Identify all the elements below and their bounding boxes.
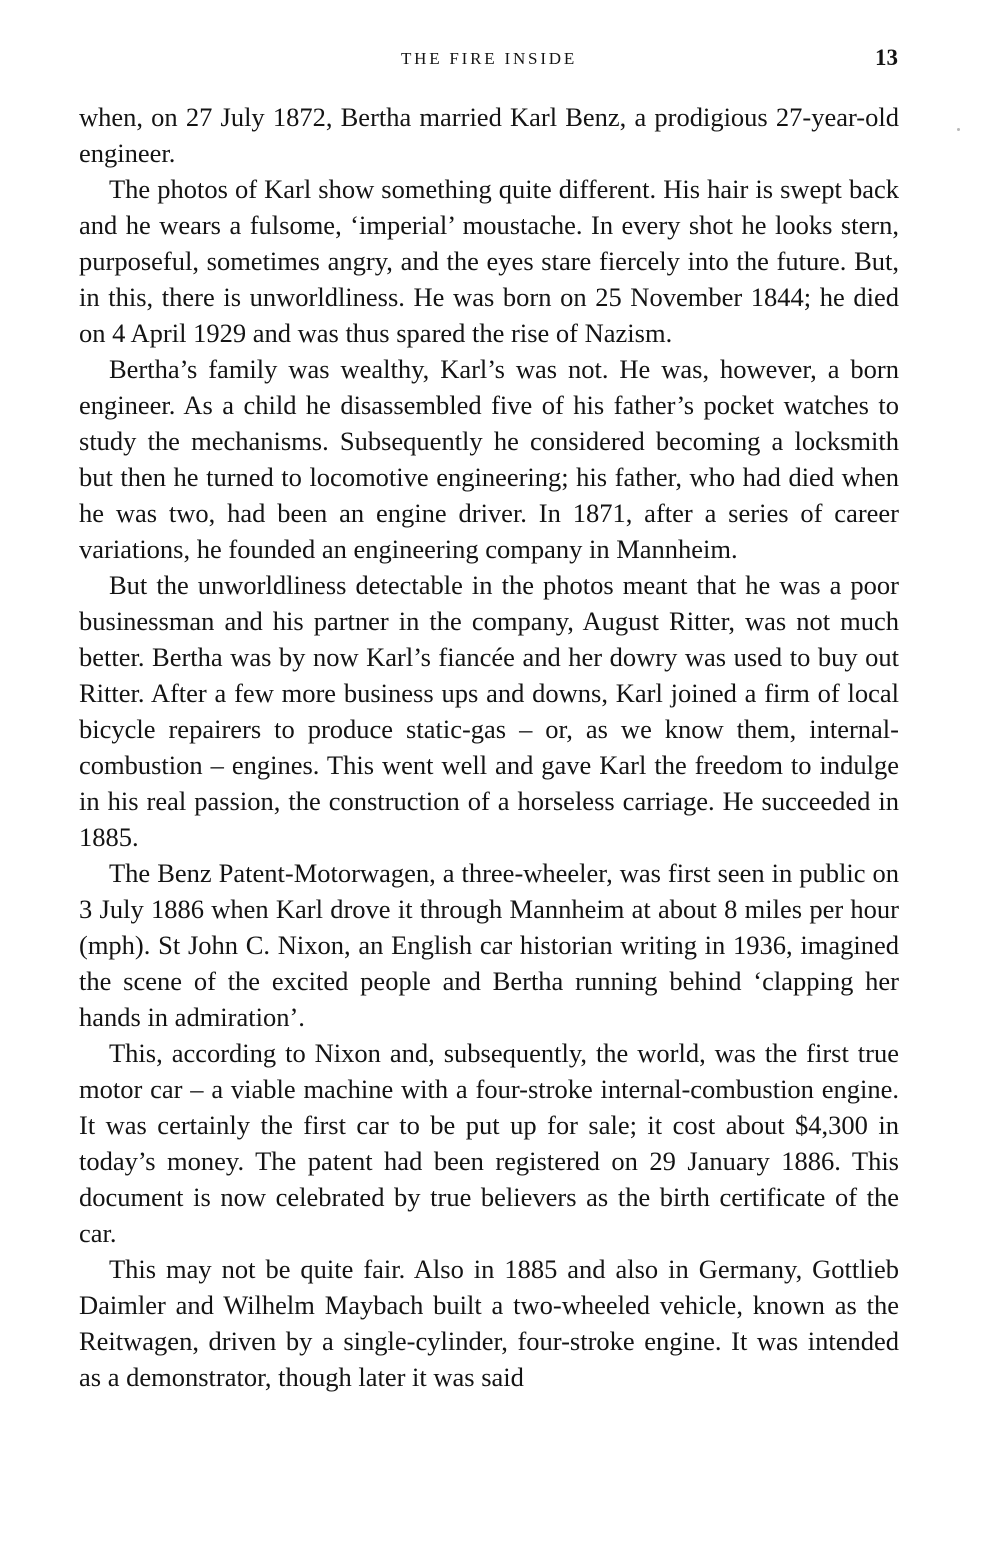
body-text bbox=[79, 99, 899, 1395]
paragraph-5: The Benz Patent-Motorwagen, a three-wheeler, was first seen in public on 3 July 1886 when Karl drove it through Mannheim at about 8 miles per hour (mph). St John C. Nixon, an English car historian writing in 1936, imagined the scene of the excited people and Bertha running behind ‘clapping her hands in admiration’. bbox=[79, 858, 899, 1032]
running-title: THE FIRE INSIDE bbox=[400, 49, 578, 68]
scan-speck bbox=[957, 128, 960, 131]
page-number: 13 bbox=[875, 45, 898, 70]
paragraph-6: This, according to Nixon and, subsequently, the world, was the first true motor car – a viable machine with a four-stroke internal-combustion engine. It was certainly the first car to be put up for sale; it cost about $4,300 in today’s money. The patent had been registered on 29 January 1886. This document is now celebrated by true believers as the birth certificate of the car. bbox=[79, 1038, 899, 1248]
paragraph-7: This may not be quite fair. Also in 1885 and also in Germany, Gottlieb Daimler and Wilhelm Maybach built a two-wheeled vehicle, known as the Reitwagen, driven by a single-cylinder, four-stroke engine. It was intended as a demonstrator, though later it was said bbox=[79, 1254, 899, 1392]
running-head bbox=[78, 47, 900, 77]
paragraph-1: when, on 27 July 1872, Bertha married Karl Benz, a prodigious 27-year-old engineer. bbox=[79, 102, 899, 168]
paragraph-4: But the unworldliness detectable in the photos meant that he was a poor businessman and his partner in the company, August Ritter, was not much better. Bertha was by now Karl’s fiancée and her dowry was used to buy out Ritter. After a few more business ups and downs, Karl joined a firm of local bicycle repairers to produce static-gas – or, as we know them, internal-combustion – engines. This went well and gave Karl the freedom to indulge in his real passion, the construction of a horseless carriage. He succeeded in 1885. bbox=[79, 570, 899, 852]
paragraph-2: The photos of Karl show something quite different. His hair is swept back and he wears a fulsome, ‘imperial’ moustache. In every shot he looks stern, purposeful, sometimes angry, and the eyes stare fiercely into the future. But, in this, there is unworldliness. He was born on 25 November 1844; he died on 4 April 1929 and was thus spared the rise of Nazism. bbox=[79, 174, 899, 348]
paragraph-3: Bertha’s family was wealthy, Karl’s was not. He was, however, a born engineer. As a child he disassembled five of his father’s pocket watches to study the mechanisms. Subsequently he considered becoming a locksmith but then he turned to locomotive engineering; his father, who had died when he was two, had been an engine driver. In 1871, after a series of career variations, he founded an engineering company in Mannheim. bbox=[79, 354, 899, 564]
